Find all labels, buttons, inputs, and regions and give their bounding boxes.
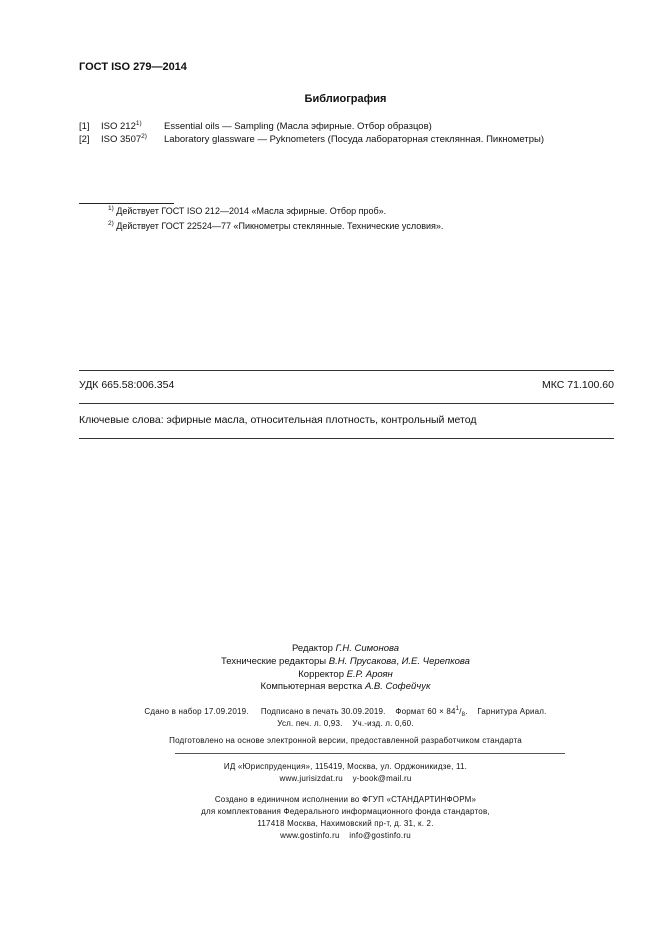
credit-layout: Компьютерная верстка А.В. Софейчук — [260, 681, 431, 692]
keywords: Ключевые слова: эфирные масла, относительная плотность, контрольный метод — [79, 414, 477, 426]
bibliography-title: Библиография — [304, 93, 387, 105]
entry-description: Essential oils — Sampling (Масла эфирные. Отбор образцов) — [164, 121, 432, 132]
imprint-line: www.jurisizdat.ru y-book@mail.ru — [279, 774, 412, 783]
divider — [79, 403, 614, 404]
imprint-line: для комплектования Федерального информационного фонда стандартов, — [201, 807, 490, 816]
imprint-line: Усл. печ. л. 0,93. Уч.-изд. л. 0,60. — [277, 719, 414, 728]
credit-tech-editors: Технические редакторы В.Н. Прусакова, И.Е. Черепкова — [221, 656, 470, 667]
footnote-ref: 1) — [135, 120, 142, 127]
footnote-ref: 2) — [141, 133, 147, 140]
footnote: $^{1)}$ Действует ГОСТ ISO 212—2014 «Масла эфирные. Отбор проб». — [108, 205, 387, 216]
imprint-line: www.gostinfo.ru info@gostinfo.ru — [280, 831, 411, 840]
entry-code: ISO 212$^{1)}$ — [101, 120, 142, 132]
imprint-line: Сдано в набор 17.09.2019. Подписано в печать 30.09.2019. Формат $60 \times 84^1/_8$. Гарнитура Ариал. — [144, 706, 547, 718]
entry-description: Laboratory glassware — Pyknometers (Посуда лабораторная стеклянная. Пикнометры) — [164, 134, 545, 145]
entry-code: ISO 3507$^{2)}$ — [101, 133, 147, 145]
bibliography-entry — [79, 121, 619, 133]
entry-number: [2] — [79, 134, 90, 145]
mks-code: МКС 71.100.60 — [542, 379, 614, 391]
imprint-line: Создано в единичном исполнении во ФГУП «СТАНДАРТИНФОРМ» — [214, 795, 477, 804]
imprint-line: 117418 Москва, Нахимовский пр-т, д. 31, к. 2. — [257, 819, 434, 828]
entry-number: [1] — [79, 121, 90, 132]
footnote-mark: 2) — [108, 220, 114, 227]
footnote-mark: 1) — [108, 205, 114, 212]
imprint-line: ИД «Юриспруденция», 115419, Москва, ул. Орджоникидзе, 11. — [223, 762, 468, 771]
credit-corrector: Корректор Е.Р. Ароян — [298, 669, 393, 680]
imprint-line: Подготовлено на основе электронной версии, предоставленной разработчиком стандарта — [169, 736, 522, 745]
standard-number: ГОСТ ISO 279—2014 — [79, 61, 187, 73]
divider — [79, 370, 614, 371]
divider — [175, 753, 565, 754]
credit-editor: Редактор Г.Н. Симонова — [291, 643, 400, 654]
udk-code: УДК 665.58:006.354 — [79, 379, 175, 391]
footnote: $^{2)}$ Действует ГОСТ 22524—77 «Пикнометры стеклянные. Технические условия». — [108, 220, 444, 231]
divider — [79, 438, 614, 439]
bibliography-entry — [79, 134, 619, 146]
footnote-separator — [79, 203, 174, 204]
